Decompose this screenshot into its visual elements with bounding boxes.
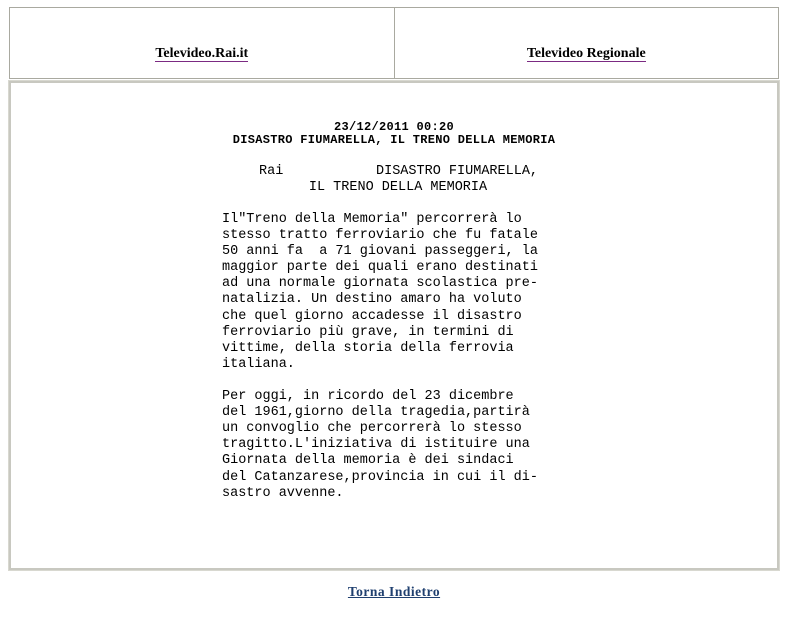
- article-line: del 1961,giorno della tragedia,partirà: [222, 405, 530, 421]
- article-body: [222, 212, 642, 502]
- televideo-rai-link[interactable]: Televideo.Rai.it: [155, 46, 249, 61]
- article-line: ferroviario più grave, in termini di: [222, 324, 514, 340]
- article-line: ad una normale giornata scolastica pre-: [222, 276, 538, 292]
- nav-cell-left: [10, 8, 394, 78]
- article-line: natalizia. Un destino amaro ha voluto: [222, 292, 522, 308]
- article-spacer: [222, 373, 642, 389]
- article-line: del Catanzarese,provincia in cui il di-: [222, 469, 538, 485]
- top-navigation: [9, 7, 779, 79]
- article-source: Rai: [259, 164, 284, 179]
- article-dateline: 23/12/2011 00:20: [333, 120, 455, 134]
- article-line: stesso tratto ferroviario che fu fatale: [222, 228, 538, 244]
- article-line: italiana.: [222, 356, 295, 372]
- article-line: Il"Treno della Memoria" percorrerà lo: [222, 212, 522, 227]
- article-subtitle-line1: DISASTRO FIUMARELLA,: [376, 164, 539, 179]
- article-line: maggior parte dei quali erano destinati: [222, 260, 538, 276]
- article-line: che quel giorno accadesse il disastro: [222, 308, 522, 324]
- back-link[interactable]: Torna Indietro: [347, 584, 441, 599]
- article-line: tragitto.L'iniziativa di istituire una: [222, 437, 530, 453]
- article-line: sastro avvenne.: [222, 485, 344, 501]
- article-line: un convoglio che percorrerà lo stesso: [222, 421, 522, 437]
- article-panel: [9, 81, 779, 570]
- nav-cell-right: [394, 8, 779, 78]
- article-subtitle-line2: IL TRENO DELLA MEMORIA: [308, 180, 488, 195]
- article-line: Giornata della memoria è dei sindaci: [222, 453, 514, 469]
- article-line: vittime, della storia della ferrovia: [222, 340, 514, 356]
- televideo-regionale-link[interactable]: Televideo Regionale: [526, 46, 646, 61]
- footer: [0, 583, 788, 601]
- article-line: 50 anni fa a 71 giovani passeggeri, la: [222, 244, 538, 260]
- article-line: Per oggi, in ricordo del 23 dicembre: [222, 389, 514, 405]
- article-headline: DISASTRO FIUMARELLA, IL TRENO DELLA MEMORIA: [232, 133, 556, 147]
